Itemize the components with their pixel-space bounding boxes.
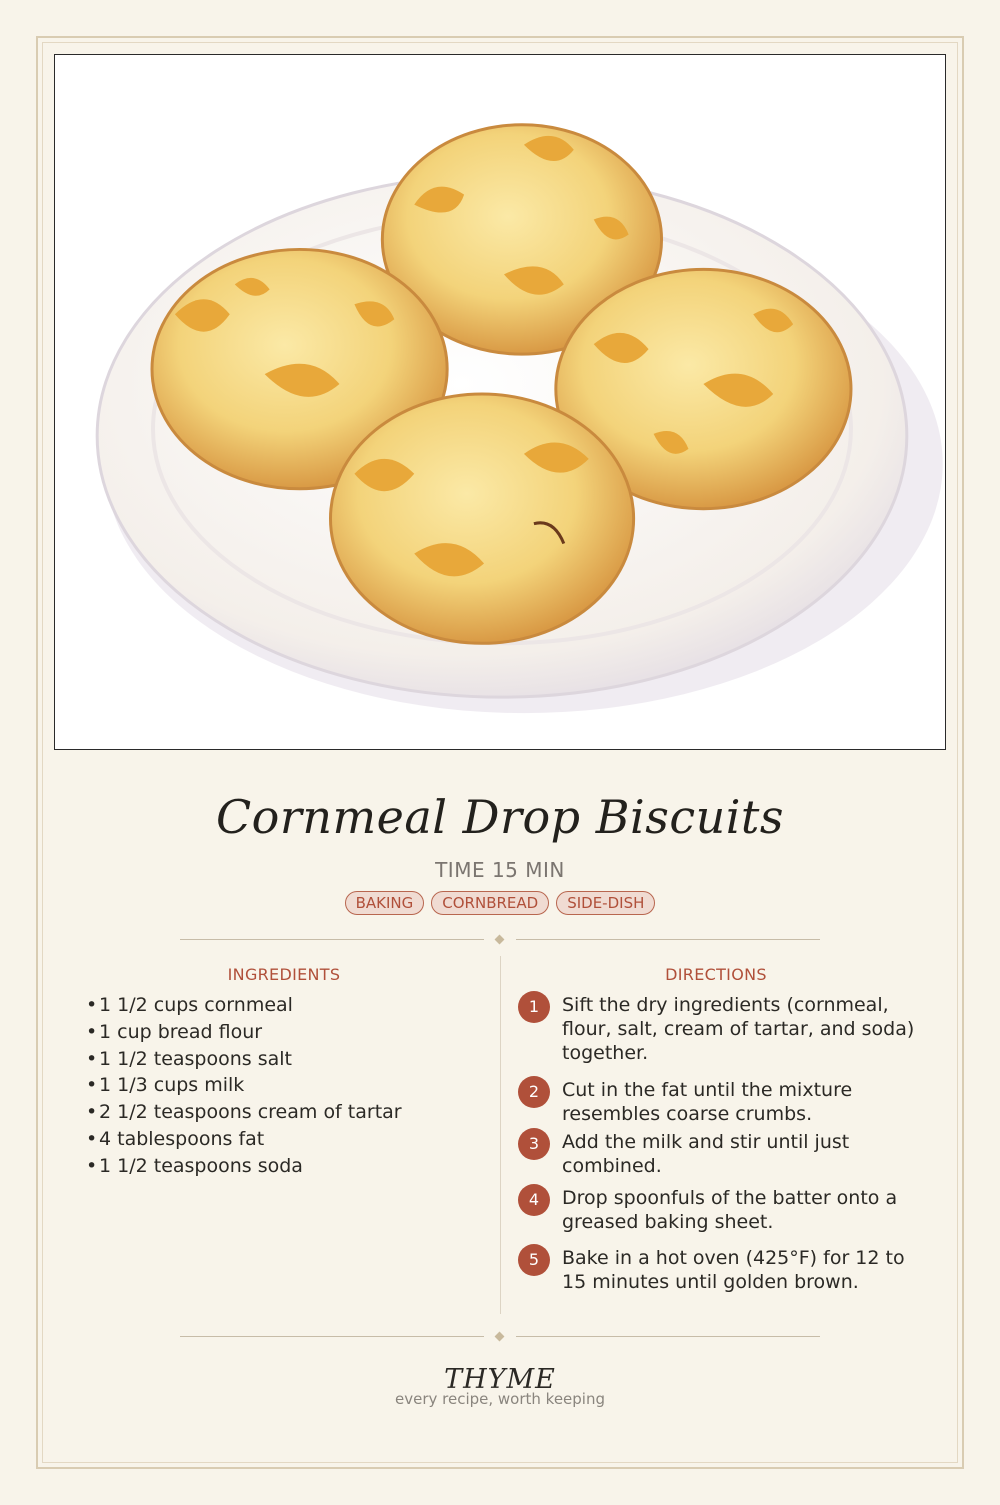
bullet-icon: • (86, 1154, 98, 1177)
ingredient-item (86, 1072, 486, 1099)
divider-line (180, 939, 484, 940)
divider-line (516, 1336, 820, 1337)
ingredient-item (86, 1126, 486, 1153)
bullet-icon: • (86, 1127, 98, 1150)
brand-tagline: every recipe, worth keeping (394, 1390, 605, 1408)
recipe-time: TIME 15 MIN (435, 858, 565, 882)
bullet-icon: • (86, 1074, 98, 1097)
bullet-icon: • (86, 994, 98, 1016)
ingredient-item (86, 1153, 486, 1180)
bullet-icon: • (86, 1047, 98, 1070)
divider-line (180, 1336, 484, 1337)
column-separator (500, 956, 501, 1314)
tag-list (0, 891, 1000, 915)
step-number-badge: 4 (518, 1184, 550, 1216)
bullet-icon: • (86, 1020, 98, 1043)
directions-heading: DIRECTIONS (665, 965, 767, 984)
bottom-divider (180, 1331, 820, 1343)
tag-side-dish[interactable]: SIDE-DISH (556, 891, 655, 915)
ingredient-text: 1 cup bread flour (99, 1020, 263, 1043)
tag-cornbread[interactable]: CORNBREAD (431, 891, 549, 915)
ingredient-text: 1 1/2 teaspoons salt (99, 1047, 292, 1070)
step-number-badge: 5 (518, 1244, 550, 1276)
step-text: Drop spoonfuls of the batter onto a greased baking sheet. (562, 1187, 898, 1233)
step-number-badge: 2 (518, 1076, 550, 1108)
step-text: Sift the dry ingredients (cornmeal, flour, salt, cream of tartar, and soda) together. (562, 994, 915, 1064)
diamond-icon (495, 1332, 505, 1342)
ingredient-list (86, 992, 486, 1180)
ingredient-text: 1 1/3 cups milk (99, 1074, 245, 1097)
ingredient-text: 1 1/2 cups cornmeal (99, 994, 293, 1016)
hero-image (54, 54, 946, 750)
ingredient-item (86, 1099, 486, 1126)
step-number-badge: 1 (518, 991, 550, 1023)
step-text: Cut in the fat until the mixture resembles coarse crumbs. (562, 1079, 853, 1125)
biscuit-front (330, 394, 633, 643)
top-divider (180, 934, 820, 946)
divider-line (516, 939, 820, 940)
ingredient-item (86, 992, 486, 1019)
diamond-icon (495, 935, 505, 945)
ingredient-text: 4 tablespoons fat (99, 1127, 265, 1150)
step-text: Bake in a hot oven (425°F) for 12 to 15 minutes until golden brown. (562, 1247, 905, 1293)
biscuits-plate-illustration (55, 55, 945, 749)
ingredient-text: 1 1/2 teaspoons soda (99, 1154, 303, 1177)
tag-baking[interactable]: BAKING (345, 891, 425, 915)
ingredient-item (86, 1019, 486, 1046)
ingredient-text: 2 1/2 teaspoons cream of tartar (99, 1101, 402, 1124)
ingredient-item (86, 1046, 486, 1073)
recipe-title: Cornmeal Drop Biscuits (215, 790, 785, 844)
step-text: Add the milk and stir until just combined. (562, 1131, 850, 1177)
step-number-badge: 3 (518, 1128, 550, 1160)
brand-logo: THYME (444, 1364, 556, 1395)
ingredients-heading: INGREDIENTS (227, 965, 341, 984)
bullet-icon: • (86, 1101, 98, 1124)
